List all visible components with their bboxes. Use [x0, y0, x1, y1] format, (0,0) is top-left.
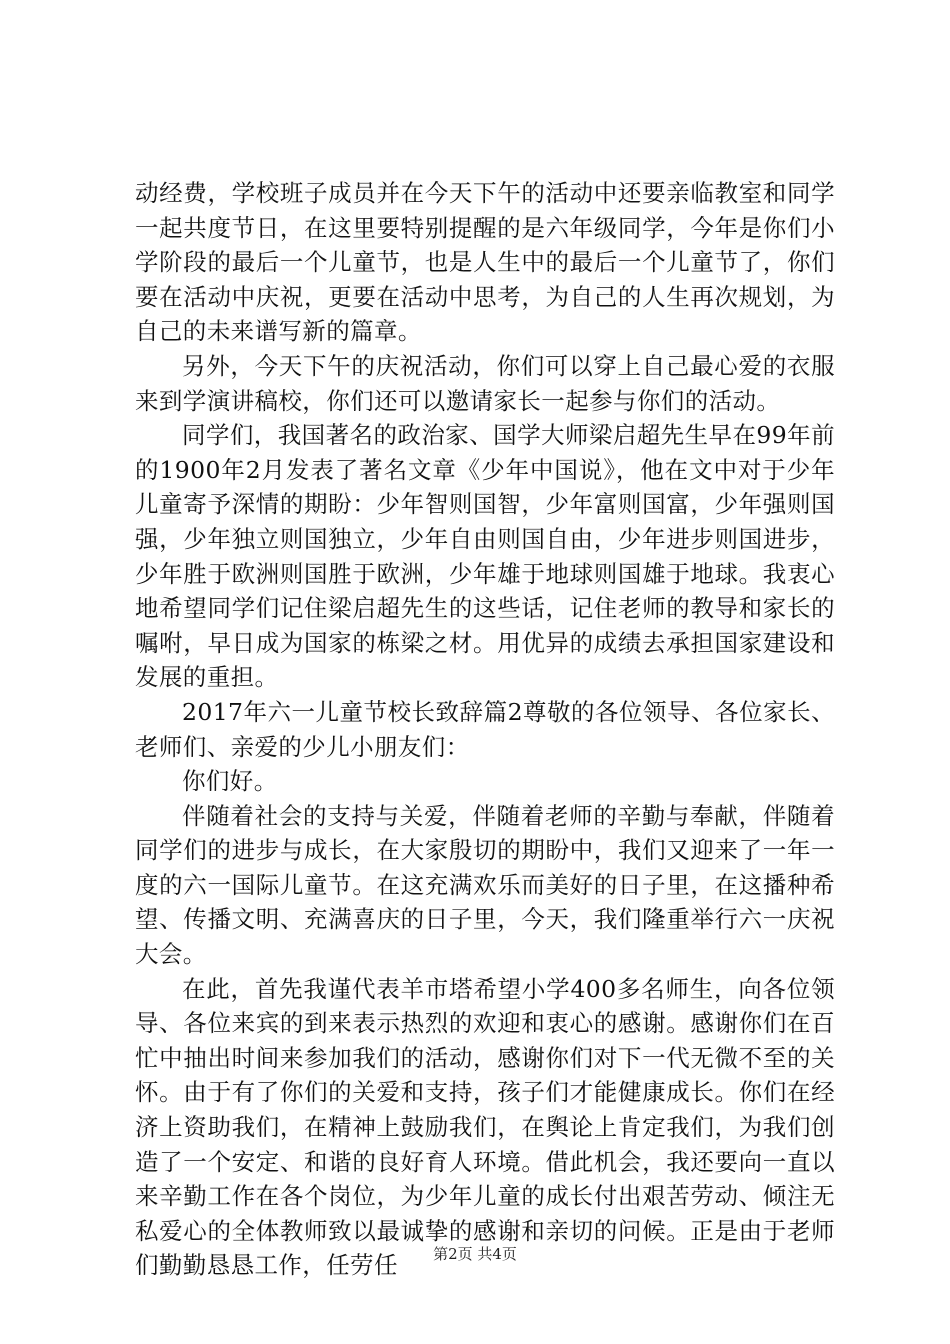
paragraph-7: 在此，首先我谨代表羊市塔希望小学400多名师生，向各位领导、各位来宾的到来表示热烈的欢迎和衷心的感谢。感谢你们在百忙中抽出时间来参加我们的活动，感谢你们对下一代无微不至的关怀。由于有了你们的关爱和支持，孩子们才能健康成长。你们在经济上资助我们，在精神上鼓励我们，在舆论上肯定我们，为我们创造了一个安定、和谐的良好育人环境。借此机会，我还要向一直以来辛勤工作在各个岗位，为少年儿童的成长付出艰苦劳动、倾注无私爱心的全体教师致以最诚挚的感谢和亲切的问候。正是由于老师们勤勤恳恳工作，任劳任: [135, 974, 835, 1280]
paragraph-5: 你们好。: [182, 767, 278, 796]
page-footer: 第2页 共4页: [433, 1245, 517, 1263]
paragraph-3: 同学们，我国著名的政治家、国学大师梁启超先生早在99年前的1900年2月发表了著名文章《少年中国说》，他在文中对于少年儿童寄予深情的期盼：少年智则国智，少年富则国富，少年强则国强，少年独立则国独立，少年自由则国自由，少年进步则国进步，少年胜于欧洲则国胜于欧洲，少年雄于地球则国雄于地球。我衷心地希望同学们记住梁启超先生的这些话，记住老师的教导和家长的嘱咐，早日成为国家的栋梁之材。用优异的成绩去承担国家建设和发展的重担。: [135, 421, 835, 692]
paragraph-4: 2017年六一儿童节校长致辞篇2尊敬的各位领导、各位家长、老师们、亲爱的少儿小朋友们：: [135, 697, 835, 761]
paragraph-2: 另外，今天下午的庆祝活动，你们可以穿上自己最心爱的衣服来到学演讲稿校，你们还可以邀请家长一起参与你们的活动。: [135, 351, 835, 415]
paragraph-6: 伴随着社会的支持与关爱，伴随着老师的辛勤与奉献，伴随着同学们的进步与成长，在大家殷切的期盼中，我们又迎来了一年一度的六一国际儿童节。在这充满欢乐而美好的日子里，在这播种希望、传播文明、充满喜庆的日子里，今天，我们隆重举行六一庆祝大会。: [135, 801, 835, 969]
document-body: [135, 176, 835, 1283]
paragraph-1: 动经费，学校班子成员并在今天下午的活动中还要亲临教室和同学一起共度节日，在这里要特别提醒的是六年级同学，今年是你们小学阶段的最后一个儿童节，也是人生中的最后一个儿童节了，你们要在活动中庆祝，更要在活动中思考，为自己的人生再次规划，为自己的未来谱写新的篇章。: [135, 179, 835, 346]
